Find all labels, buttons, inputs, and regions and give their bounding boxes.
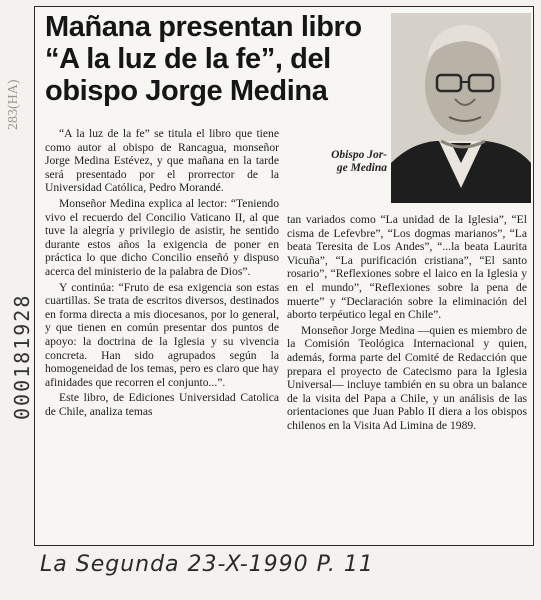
headline-line-3: obispo Jorge Medina bbox=[45, 75, 328, 107]
archive-number: 000181928 bbox=[10, 293, 34, 420]
faded-handwritten-mark: 283(HA) bbox=[6, 79, 21, 130]
headline-line-1: Mañana presentan libro bbox=[45, 11, 362, 43]
article-column-1 bbox=[45, 127, 279, 418]
caption-line-2: ge Medina bbox=[336, 162, 387, 174]
newspaper-clipping bbox=[34, 6, 534, 546]
paragraph: Monseñor Jorge Medina —quien es miembro de la Comisión Teológica Internacional y quien, además, forma parte del Comité de Redacción que prepara el proyecto de Catecismo para la Iglesia Universal— incluye también en su obra un balance de la visita del Papa a Chile, y un análisis de las orientaciones que Juan Pablo II diera a los obispos chilenos en la Visita Ad Limina de 1989. bbox=[287, 323, 527, 432]
handwritten-source-note: La Segunda 23-X-1990 P. 11 bbox=[40, 552, 374, 577]
paragraph: “A la luz de la fe” se titula el libro que tiene como autor al obispo de Rancagua, monseñor Jorge Medina Estévez, y que mañana en la tarde será presentado por el prorrector de la Universidad Católica, Pedro Morandé. bbox=[45, 127, 279, 195]
headline bbox=[45, 11, 390, 107]
paragraph: Este libro, de Ediciones Universidad Catolica de Chile, analiza temas bbox=[45, 391, 279, 418]
portrait-illustration bbox=[391, 13, 531, 203]
photo-caption bbox=[289, 149, 387, 175]
paragraph: tan variados como “La unidad de la Iglesia”, “El cisma de Lefevbre”, “Los dogmas marianos”, “La beata Teresita de Los Andes”, “...la beata Laurita Vicuña”, “La purificación cristiana”, “El santo rosario”, “Reflexiones sobre el laico en la Iglesia y en el mundo”, “Reflexiones sobre la pena de muerte” y “Declaración sobre la eliminación del aborto terpéutico legal en Chile”. bbox=[287, 213, 527, 322]
caption-line-1: Obispo Jor- bbox=[331, 149, 387, 161]
headline-line-2: “A la luz de la fe”, del bbox=[45, 43, 331, 75]
bishop-portrait-photo bbox=[391, 13, 531, 203]
article-column-2 bbox=[287, 213, 527, 433]
paragraph: Monseñor Medina explica al lector: “Teniendo vivo el recuerdo del Concilio Vaticano II, al que tuve la alegría y privilegio de asistir, he sentido durante estos años la exigencia de poner en práctica lo que dicho Concilio enseñó y dispuso acerca del ministerio de la palabra de Dios”. bbox=[45, 196, 279, 278]
paragraph: Y continúa: “Fruto de esa exigencia son estas cuartillas. Se trata de escritos diversos, destinados en forma directa a mis diocesanos, por lo general, y que tienen en común presentar dos puntos de apoyo: la doctrina de la Iglesia y su vivencia concreta. Han sido agrupados según la homogeneidad de los temas, pero es claro que hay afinidades que recorren el conjunto...”. bbox=[45, 280, 279, 389]
